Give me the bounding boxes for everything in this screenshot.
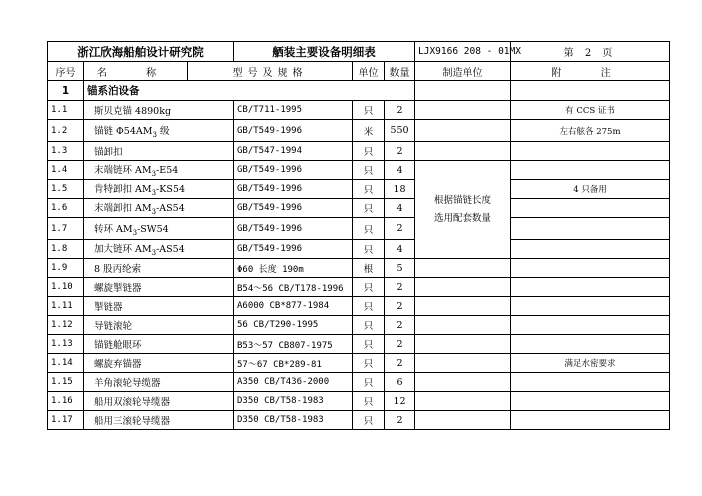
item-spec: Φ60 长度 190m (234, 259, 353, 278)
item-unit: 只 (353, 101, 385, 120)
item-unit: 只 (353, 199, 385, 218)
item-spec: CB/T711-1995 (234, 101, 353, 120)
item-name: 斯贝克锚 4890kg (84, 101, 234, 120)
table-row (48, 335, 670, 354)
page-number: 2 (584, 48, 596, 59)
item-unit: 只 (353, 392, 385, 411)
table-row (48, 199, 670, 218)
maker-note-line2: 选用配套数量 (434, 212, 492, 224)
item-spec: GB/T549-1996 (234, 199, 353, 218)
item-name: 转环 $AM_3-SW54$ (84, 218, 234, 240)
page-label-post: 页 (602, 48, 617, 59)
item-note (511, 316, 670, 335)
header-row (48, 42, 670, 62)
item-unit: 只 (353, 316, 385, 335)
item-spec: 57～67 CB*289-81 (234, 354, 353, 373)
item-qty: 2 (385, 278, 415, 297)
item-name: 8 股丙纶索 (84, 259, 234, 278)
item-qty: 6 (385, 373, 415, 392)
item-unit: 只 (353, 354, 385, 373)
item-note: 4 只备用 (511, 180, 670, 199)
item-maker (415, 354, 511, 373)
item-maker (415, 335, 511, 354)
item-maker (415, 101, 511, 120)
table-row (48, 180, 670, 199)
col-header-maker: 制造单位 (415, 62, 511, 81)
item-qty: 4 (385, 240, 415, 259)
item-unit: 米 (353, 120, 385, 142)
item-name: 锚卸扣 (84, 142, 234, 161)
item-qty: 2 (385, 335, 415, 354)
item-maker (415, 411, 511, 430)
item-spec: GB/T549-1996 (234, 120, 353, 142)
item-maker (415, 373, 511, 392)
item-maker (415, 316, 511, 335)
col-header-spec: 型号及规格 (188, 62, 353, 81)
item-unit: 只 (353, 335, 385, 354)
item-note: 左右舷各 275m (511, 120, 670, 142)
item-unit: 只 (353, 218, 385, 240)
row-number: 1.17 (48, 411, 84, 430)
item-unit: 只 (353, 297, 385, 316)
item-name: 末端卸扣 $AM_3-AS54$ (84, 199, 234, 218)
row-number: 1.16 (48, 392, 84, 411)
column-header-row (48, 62, 670, 81)
item-spec: GB/T549-1996 (234, 180, 353, 199)
item-name: 肯特卸扣 $AM_3-KS54$ (84, 180, 234, 199)
row-number: 1.13 (48, 335, 84, 354)
item-spec: D350 CB/T58-1983 (234, 411, 353, 430)
item-note: 满足水密要求 (511, 354, 670, 373)
item-qty: 2 (385, 316, 415, 335)
item-name: 锚链 $\Phi 54AM_3$ 级 (84, 120, 234, 142)
item-spec: GB/T549-1996 (234, 218, 353, 240)
item-name: 末端链环 $AM_3-E54$ (84, 161, 234, 180)
item-spec: GB/T549-1996 (234, 240, 353, 259)
item-maker (415, 142, 511, 161)
item-spec: 56 CB/T290-1995 (234, 316, 353, 335)
item-qty: 12 (385, 392, 415, 411)
row-number: 1.4 (48, 161, 84, 180)
row-number: 1.11 (48, 297, 84, 316)
item-name: 羊角滚轮导缆器 (84, 373, 234, 392)
item-name: 导链滚轮 (84, 316, 234, 335)
item-qty: 5 (385, 259, 415, 278)
item-qty: 2 (385, 101, 415, 120)
item-qty: 4 (385, 161, 415, 180)
row-number: 1.5 (48, 180, 84, 199)
item-note (511, 142, 670, 161)
table-row (48, 240, 670, 259)
item-name: 螺旋弃锚器 (84, 354, 234, 373)
item-spec: GB/T549-1996 (234, 161, 353, 180)
table-row (48, 316, 670, 335)
row-number: 1.8 (48, 240, 84, 259)
item-qty: 4 (385, 199, 415, 218)
row-number: 1.15 (48, 373, 84, 392)
row-number: 1.2 (48, 120, 84, 142)
row-number: 1.6 (48, 199, 84, 218)
table-body (48, 101, 670, 430)
row-number: 1.10 (48, 278, 84, 297)
table-row (48, 278, 670, 297)
item-note (511, 161, 670, 180)
item-qty: 2 (385, 218, 415, 240)
item-spec: A350 CB/T436-2000 (234, 373, 353, 392)
item-unit: 只 (353, 278, 385, 297)
section-note-cell (511, 81, 670, 101)
col-header-qty: 数量 (385, 62, 415, 81)
doc-code: LJX9166 208 - 01MX (415, 42, 511, 62)
item-spec: B53～57 CB807-1975 (234, 335, 353, 354)
item-note (511, 335, 670, 354)
item-maker (415, 120, 511, 142)
item-note (511, 259, 670, 278)
item-note (511, 297, 670, 316)
row-number: 1.12 (48, 316, 84, 335)
item-unit: 只 (353, 373, 385, 392)
item-qty: 18 (385, 180, 415, 199)
maker-note-line1: 根据锚链长度 (434, 194, 492, 206)
item-note (511, 240, 670, 259)
item-maker (415, 297, 511, 316)
page-label-pre: 第 (563, 48, 578, 59)
org-name: 浙江欣海船舶设计研究院 (48, 42, 234, 62)
item-qty: 2 (385, 411, 415, 430)
item-note (511, 411, 670, 430)
item-name: 锚链舱眼环 (84, 335, 234, 354)
equipment-table (47, 41, 670, 430)
table-row (48, 411, 670, 430)
row-number: 1.14 (48, 354, 84, 373)
col-header-unit: 单位 (353, 62, 385, 81)
maker-merged-cell (415, 161, 511, 259)
item-name: 船用双滚轮导缆器 (84, 392, 234, 411)
item-note (511, 373, 670, 392)
table-row (48, 142, 670, 161)
item-spec: D350 CB/T58-1983 (234, 392, 353, 411)
section-title: 锚系泊设备 (84, 81, 415, 101)
item-note (511, 278, 670, 297)
item-spec: B54～56 CB/T178-1996 (234, 278, 353, 297)
col-header-no: 序号 (48, 62, 84, 81)
row-number: 1.1 (48, 101, 84, 120)
item-spec: GB/T547-1994 (234, 142, 353, 161)
item-unit: 根 (353, 259, 385, 278)
item-qty: 2 (385, 354, 415, 373)
row-number: 1.9 (48, 259, 84, 278)
item-name: 螺旋掣链器 (84, 278, 234, 297)
section-row (48, 81, 670, 101)
item-unit: 只 (353, 142, 385, 161)
table-row (48, 373, 670, 392)
row-number: 1.3 (48, 142, 84, 161)
item-qty: 2 (385, 297, 415, 316)
section-number: 1 (48, 81, 84, 101)
row-number: 1.7 (48, 218, 84, 240)
section-maker-cell (415, 81, 511, 101)
item-note (511, 218, 670, 240)
item-unit: 只 (353, 161, 385, 180)
item-note (511, 199, 670, 218)
item-name: 掣链器 (84, 297, 234, 316)
table-row (48, 101, 670, 120)
table-row (48, 354, 670, 373)
page-number-cell (511, 42, 670, 62)
col-header-name: 名 称 (84, 62, 188, 81)
item-maker (415, 278, 511, 297)
table-row (48, 392, 670, 411)
item-name: 加大链环 $AM_3-AS54$ (84, 240, 234, 259)
item-maker (415, 392, 511, 411)
table-row (48, 120, 670, 142)
item-unit: 只 (353, 411, 385, 430)
item-unit: 只 (353, 180, 385, 199)
table-row (48, 259, 670, 278)
doc-title: 舾装主要设备明细表 (234, 42, 415, 62)
item-spec: A6000 CB*877-1984 (234, 297, 353, 316)
table-row (48, 297, 670, 316)
item-maker (415, 259, 511, 278)
item-note (511, 392, 670, 411)
item-unit: 只 (353, 240, 385, 259)
item-name: 船用三滚轮导缆器 (84, 411, 234, 430)
table-row (48, 161, 670, 180)
col-header-note: 附 注 (511, 62, 670, 81)
item-qty: 2 (385, 142, 415, 161)
item-qty: 550 (385, 120, 415, 142)
item-note: 有 CCS 证书 (511, 101, 670, 120)
table-row (48, 218, 670, 240)
